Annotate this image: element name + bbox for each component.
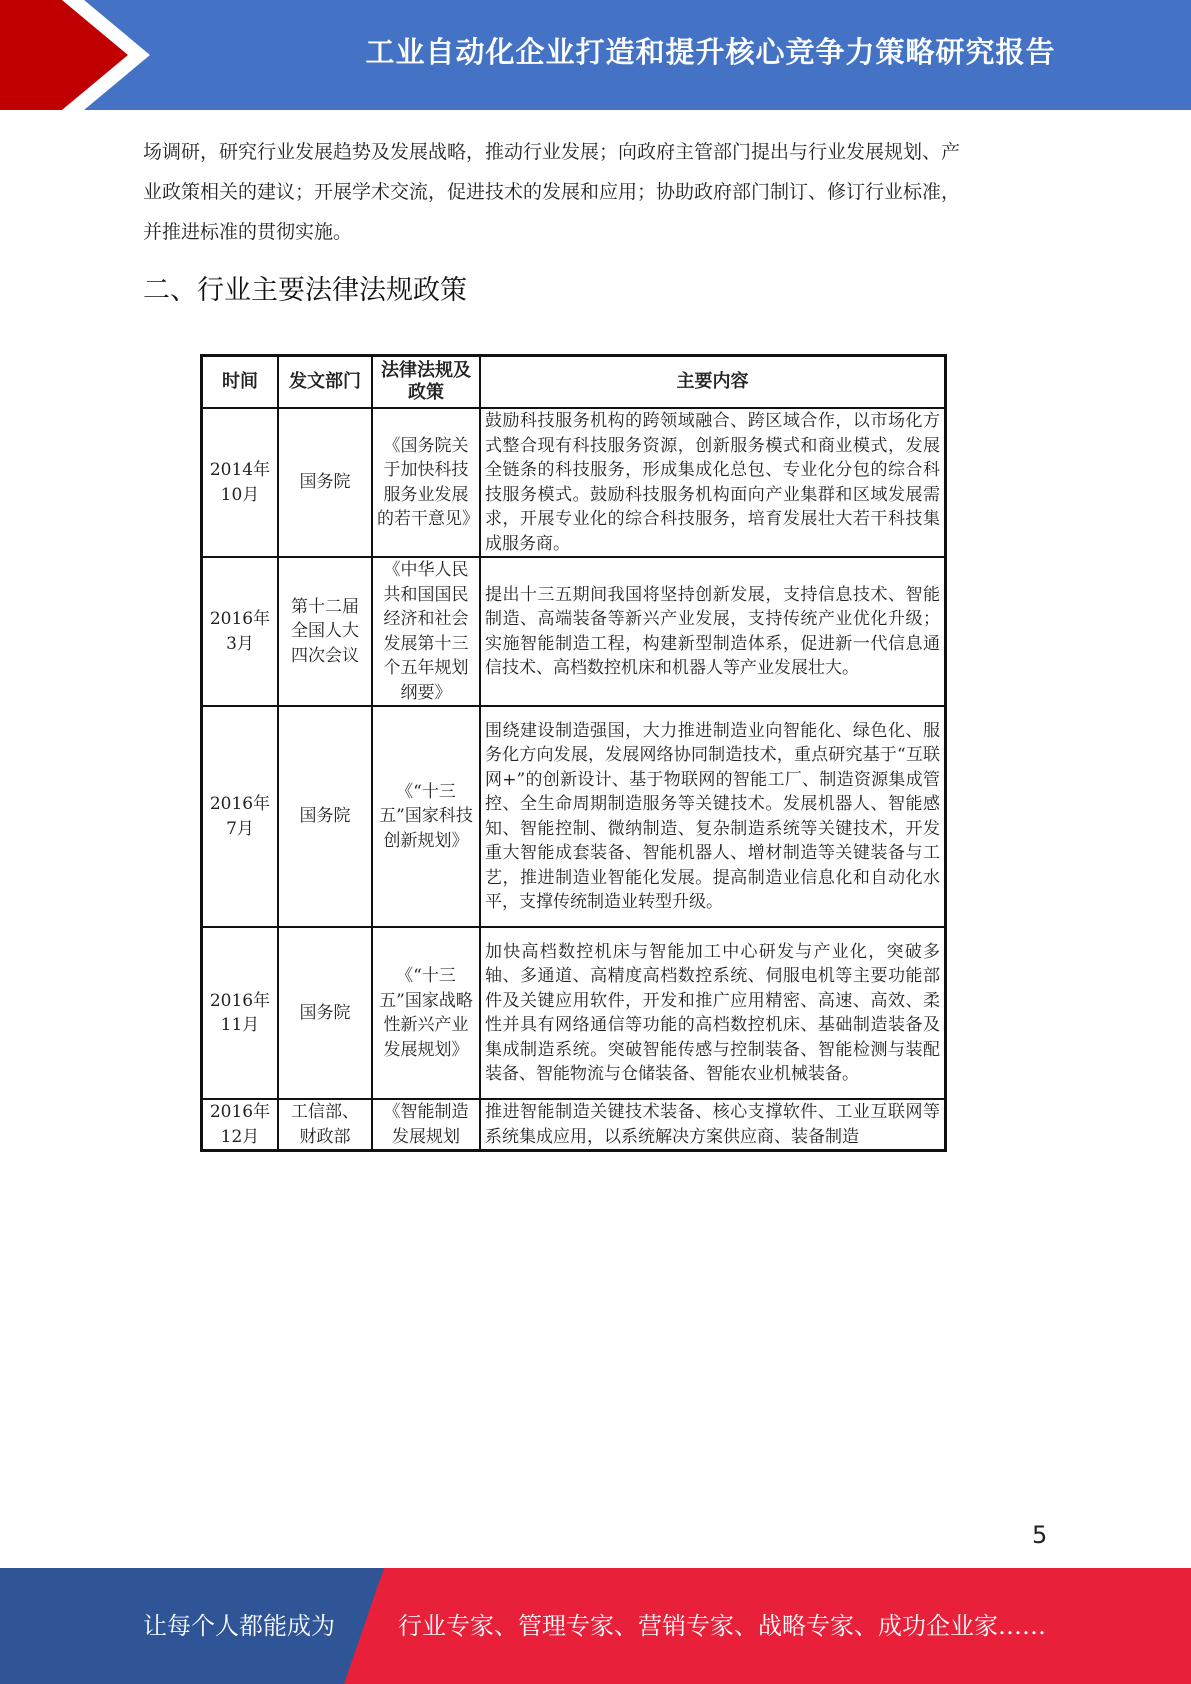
cell-content: 鼓励科技服务机构的跨领域融合、跨区域合作，以市场化方式整合现有科技服务资源，创新服务模式和商业模式，发展全链条的科技服务，形成集成化总包、专业化分包的综合科技服务模式。鼓励科技服务机构面向产业集群和区域发展需求，开展专业化的综合科技服务，培育发展壮大若干科技集成服务商。 [480, 408, 946, 557]
page-header [0, 0, 1191, 110]
cell-time: 2016年12月 [202, 1099, 279, 1151]
cell-department: 工信部、财政部 [278, 1099, 372, 1151]
cell-time: 2016年11月 [202, 927, 279, 1099]
intro-line: 并推进标准的贯彻实施。 [143, 221, 353, 243]
section-heading: 二、行业主要法律法规政策 [143, 275, 467, 306]
cell-department: 第十二届全国人大四次会议 [278, 557, 372, 706]
cell-law: 《“十三五”国家科技创新规划》 [372, 706, 480, 927]
intro-paragraph [143, 132, 1048, 252]
header-arrow-decoration [0, 0, 240, 110]
footer-slogan-right: 行业专家、管理专家、营销专家、战略专家、成功企业家…… [398, 1612, 1046, 1640]
col-header-law: 法律法规及政策 [372, 356, 480, 409]
cell-time: 2016年3月 [202, 557, 279, 706]
cell-content: 加快高档数控机床与智能加工中心研发与产业化，突破多轴、多通道、高精度高档数控系统、伺服电机等主要功能部件及关键应用软件，开发和推广应用精密、高速、高效、柔性并具有网络通信等功能的高档数控机床、基础制造装备及集成制造系统。突破智能传感与控制装备、智能检测与装配装备、智能物流与仓储装备、智能农业机械装备。 [480, 927, 946, 1099]
footer-slogan-left: 让每个人都能成为 [143, 1612, 335, 1640]
report-title: 工业自动化企业打造和提升核心竞争力策略研究报告 [365, 34, 1056, 69]
cell-content: 围绕建设制造强国，大力推进制造业向智能化、绿色化、服务化方向发展，发展网络协同制造技术，重点研究基于“互联网+”的创新设计、基于物联网的智能工厂、制造资源集成管控、全生命周期制造服务等关键技术。发展机器人、智能感知、智能控制、微纳制造、复杂制造系统等关键技术，开发重大智能成套装备、智能机器人、增材制造等关键装备与工艺，推进制造业智能化发展。提高制造业信息化和自动化水平，支撑传统制造业转型升级。 [480, 706, 946, 927]
cell-content: 提出十三五期间我国将坚持创新发展，支持信息技术、智能制造、高端装备等新兴产业发展，支持传统产业优化升级；实施智能制造工程，构建新型制造体系，促进新一代信息通信技术、高档数控机床和机器人等产业发展壮大。 [480, 557, 946, 706]
page-footer [0, 1568, 1191, 1684]
table-header-row [202, 356, 946, 409]
cell-department: 国务院 [278, 706, 372, 927]
cell-law: 《国务院关于加快科技服务业发展的若干意见》 [372, 408, 480, 557]
table-row [202, 557, 946, 706]
table-row [202, 408, 946, 557]
cell-law: 《中华人民共和国国民经济和社会发展第十三个五年规划纲要》 [372, 557, 480, 706]
cell-time: 2016年7月 [202, 706, 279, 927]
table-row [202, 1099, 946, 1151]
intro-line: 场调研，研究行业发展趋势及发展战略，推动行业发展；向政府主管部门提出与行业发展规划、产 [143, 141, 961, 163]
cell-department: 国务院 [278, 408, 372, 557]
cell-content: 推进智能制造关键技术装备、核心支撑软件、工业互联网等系统集成应用，以系统解决方案供应商、装备制造 [480, 1099, 946, 1151]
table-row [202, 927, 946, 1099]
intro-line: 业政策相关的建议；开展学术交流，促进技术的发展和应用；协助政府部门制订、修订行业标准， [143, 181, 961, 203]
table-row [202, 706, 946, 927]
cell-law: 《智能制造发展规划 [372, 1099, 480, 1151]
col-header-time: 时间 [202, 356, 279, 409]
col-header-content: 主要内容 [480, 356, 946, 409]
header-red-chevron [0, 0, 128, 110]
col-header-department: 发文部门 [278, 356, 372, 409]
policy-table [200, 354, 947, 1152]
cell-time: 2014年10月 [202, 408, 279, 557]
cell-department: 国务院 [278, 927, 372, 1099]
page-number: 5 [1032, 1521, 1048, 1549]
cell-law: 《“十三五”国家战略性新兴产业发展规划》 [372, 927, 480, 1099]
